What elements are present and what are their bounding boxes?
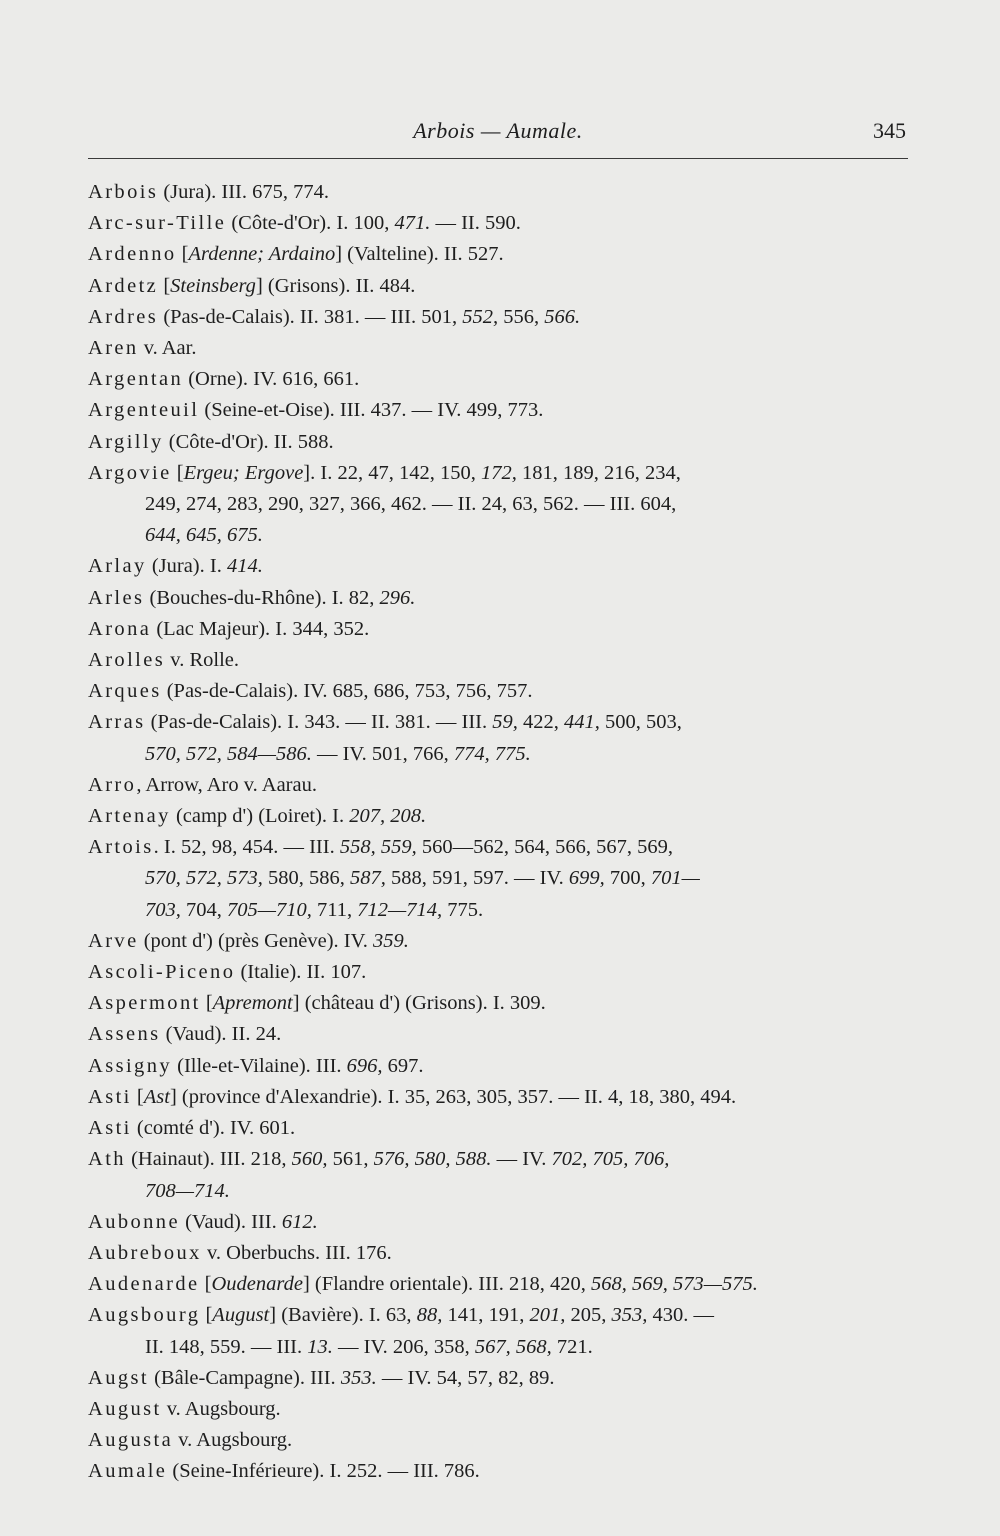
index-entry-augsbourg [88,1300,913,1362]
entry-headword: Augst [88,1366,149,1389]
entry-text: [ [176,243,189,266]
entry-headword: Argilly [88,430,164,453]
entry-text: v. Augsbourg. [161,1397,281,1420]
entry-line [88,957,913,988]
entry-italic-text: 568, 569, 573—575. [591,1273,758,1296]
entry-text: 711, [311,898,358,921]
entry-italic-text: 441, [564,711,600,734]
entry-text: (Pas-de-Calais). II. 381. — III. 501, [158,305,463,328]
entry-text: v. Rolle. [165,649,239,672]
entry-text: (Pas-de-Calais). I. 343. — II. 381. — III. [145,711,493,734]
entry-text: (pont d') (près Genève). IV. [138,929,374,952]
entry-italic-text: 701— [650,867,700,890]
entry-italic-text: 703, [145,898,181,921]
index-entry-augst [88,1363,913,1394]
entry-text: 775. [442,898,484,921]
entry-line [88,239,913,270]
entry-text: 422, [517,711,565,734]
index-entry-ath [88,1144,913,1206]
entry-headword: Assigny [88,1054,173,1077]
entry-headword: Arolles [88,649,166,672]
entry-text: — IV. 501, 766, [311,742,454,765]
entry-text: 556, [498,305,545,328]
index-entry-ascoli-piceno [88,957,913,988]
entry-italic-text: 560, [291,1148,328,1171]
entry-line [88,1082,913,1113]
entry-italic-text: 296. [379,586,416,609]
entry-italic-text: 13. [307,1335,333,1358]
entry-text: v. Aar. [138,337,197,360]
entry-text: ] (province d'Alexandrie). I. 35, 263, 305, 357. — II. 4, 18, 380, 494. [169,1085,737,1108]
entry-text: [ [200,992,213,1015]
page-header [88,118,908,159]
index-entry-argenteuil [88,395,913,426]
entry-headword: Aubonne [88,1210,180,1233]
entry-headword: Aren [88,337,139,360]
entry-line [88,614,913,645]
entry-text: — IV. 206, 358, [332,1335,475,1358]
entry-text: ] (Grisons). II. 484. [255,274,416,297]
entry-line [88,333,913,364]
index-entry-argentan [88,364,913,395]
entry-italic-text: Ardenne; Ardaino [188,243,336,266]
entry-italic-text: 570, 572, 573, [145,867,263,890]
entry-headword: Arques [88,680,162,703]
entry-line [88,208,913,239]
entry-text: [ [131,1085,144,1108]
entry-italic-text: 576, 580, 588. [373,1148,492,1171]
index-entry-ardetz [88,271,913,302]
index-entry-august [88,1394,913,1425]
index-entry-arles [88,583,913,614]
entry-text: 588, 591, 597. — IV. [385,867,569,890]
entry-text: (Pas-de-Calais). IV. 685, 686, 753, 756, 757. [161,680,533,703]
entry-headword: Ardres [88,305,159,328]
entry-headword: Audenarde [88,1273,200,1296]
index-entry-argovie [88,458,913,552]
entry-italic-text: 414. [226,555,263,578]
entry-continuation-line [88,895,913,926]
index-entry-audenarde [88,1269,913,1300]
entry-text: (Côte-d'Or). I. 100, [226,212,395,235]
index-entry-arbois [88,177,913,208]
entry-line [88,1300,913,1331]
entry-text: ] (Valteline). II. 527. [335,243,504,266]
entry-text: (comté d'). IV. 601. [131,1117,296,1140]
entry-text: 560—562, 564, 566, 567, 569, [416,836,673,859]
entry-text: 205, [565,1304,612,1327]
entry-text: (Vaud). II. 24. [160,1023,282,1046]
index-entry-aspermont [88,988,913,1019]
entry-text: (Bâle-Campagne). III. [148,1366,341,1389]
index-entry-asti-comte [88,1113,913,1144]
entry-italic-text: 207, 208. [349,805,427,828]
entry-line [88,302,913,333]
entry-text: 704, [180,898,227,921]
entry-text: (Vaud). III. [179,1210,282,1233]
index-entry-arro [88,770,913,801]
entry-headword: Ardetz [88,274,159,297]
index-entry-assigny [88,1051,913,1082]
entry-italic-text: 712—714, [357,898,443,921]
entry-headword: Arras [88,711,146,734]
entry-italic-text: 587, [350,867,386,890]
entry-line [88,926,913,957]
index-entry-arques [88,676,913,707]
entry-line [88,1363,913,1394]
entry-text: v. Oberbuchs. III. 176. [201,1241,392,1264]
entry-italic-text: August [212,1304,270,1327]
entry-italic-text: 88, [416,1304,443,1327]
index-entry-arras [88,707,913,769]
entry-line [88,707,913,738]
index-entry-artois [88,832,913,926]
entry-continuation-line [88,1176,913,1207]
entry-line [88,1019,913,1050]
entry-text: 697. [382,1054,424,1077]
index-entry-assens [88,1019,913,1050]
entry-italic-text: 612. [281,1210,318,1233]
entry-headword: Arona [88,617,152,640]
entry-line [88,583,913,614]
entry-headword: Arles [88,586,145,609]
entry-italic-text: 708—714. [145,1179,230,1202]
entry-text: 500, 503, [599,711,682,734]
entry-italic-text: Ast [143,1085,170,1108]
entry-line [88,458,913,489]
entry-line [88,645,913,676]
index-entry-asti-province [88,1082,913,1113]
entry-line [88,1425,913,1456]
entry-continuation-line [88,520,913,551]
entry-text: ] (Bavière). I. 63, [269,1304,417,1327]
entry-line [88,1456,913,1487]
entry-headword: Asti [88,1085,132,1108]
entry-line [88,676,913,707]
index-entry-argilly [88,427,913,458]
entry-text: (Bouches-du-Rhône). I. 82, [144,586,380,609]
entry-text: ]. I. 22, 47, 142, 150, [303,461,481,484]
entry-text: 561, [327,1148,374,1171]
entry-headword: Asti [88,1117,132,1140]
entry-text: II. 148, 559. — III. [145,1335,308,1358]
entry-line [88,271,913,302]
entry-italic-text: Apremont [212,992,293,1015]
entry-continuation-line [88,739,913,770]
entry-italic-text: 699, [568,867,605,890]
index-entry-arolles [88,645,913,676]
index-entries [88,177,913,1488]
entry-headword: Artois [88,836,154,859]
index-entry-augusta [88,1425,913,1456]
entry-text: 580, 586, [262,867,350,890]
entry-text: . I. 52, 98, 454. — III. [153,836,340,859]
entry-headword: Argentan [88,368,184,391]
entry-headword: Ath [88,1148,126,1171]
entry-line [88,427,913,458]
entry-text: (Jura). III. 675, 774. [158,181,330,203]
entry-headword: Ardenno [88,243,177,266]
index-entry-ardenno [88,239,913,270]
entry-text: [ [158,274,171,297]
entry-text: 141, 191, [442,1304,530,1327]
entry-text: [ [171,461,184,484]
entry-text: (Côte-d'Or). II. 588. [163,430,334,453]
entry-line [88,1394,913,1425]
entry-text: , Arrow, Aro v. Aarau. [136,773,317,796]
entry-text: (Jura). I. [146,555,227,578]
entry-headword: Aumale [88,1460,168,1483]
entry-italic-text: 696, [346,1054,383,1077]
index-entry-artenay [88,801,913,832]
entry-italic-text: 570, 572, 584—586. [145,742,312,765]
entry-italic-text: 359. [373,929,409,952]
entry-line [88,801,913,832]
entry-italic-text: 59, [492,711,518,734]
entry-line [88,832,913,863]
entry-headword: Artenay [88,805,171,828]
index-entry-aren [88,333,913,364]
entry-italic-text: 172, [480,461,517,484]
entry-text: 700, [604,867,651,890]
entry-line [88,1238,913,1269]
entry-line [88,551,913,582]
entry-italic-text: 774, 775. [453,742,531,765]
index-entry-aumale [88,1456,913,1487]
entry-italic-text: 567, 568, [474,1335,552,1358]
entry-italic-text: 558, 559, [339,836,417,859]
entry-line [88,1113,913,1144]
entry-line [88,395,913,426]
entry-headword: Aspermont [88,992,201,1015]
entry-italic-text: Ergeu; Ergove [183,461,304,484]
entry-text: v. Augsbourg. [173,1429,293,1452]
entry-text: — II. 590. [430,212,521,235]
entry-italic-text: 353, [611,1304,648,1327]
entry-text: (Ille-et-Vilaine). III. [172,1054,347,1077]
entry-text: — IV. 54, 57, 82, 89. [376,1366,555,1389]
index-entry-aubonne [88,1207,913,1238]
index-entry-arona [88,614,913,645]
entry-text: ] (Flandre orientale). III. 218, 420, [302,1273,592,1296]
entry-headword: Augusta [88,1429,174,1452]
entry-line [88,1051,913,1082]
entry-italic-text: 566. [544,305,581,328]
entry-text: ] (château d') (Grisons). I. 309. [292,992,546,1015]
entry-headword: Aubreboux [88,1241,202,1264]
entry-italic-text: Oudenarde [211,1273,303,1296]
entry-line [88,364,913,395]
entry-italic-text: Steinsberg [170,274,256,297]
entry-headword: Arc-sur-Tille [88,212,227,235]
entry-headword: August [88,1397,162,1420]
entry-headword: Ascoli-Piceno [88,961,236,984]
entry-headword: Arve [88,929,139,952]
index-entry-ardres [88,302,913,333]
running-title: Arbois — Aumale. [413,118,583,143]
index-entry-aubreboux [88,1238,913,1269]
entry-text: (Hainaut). III. 218, [125,1148,292,1171]
entry-text: 181, 189, 216, 234, [516,461,681,484]
index-entry-arc-sur-tille [88,208,913,239]
entry-line [88,1269,913,1300]
entry-line [88,1144,913,1175]
entry-headword: Argenteuil [88,399,200,422]
entry-text: 249, 274, 283, 290, 327, 366, 462. — II. 24, 63, 562. — III. 604, [145,493,677,516]
entry-headword: Argovie [88,461,172,484]
entry-text: [ [200,1304,213,1327]
index-entry-arlay [88,551,913,582]
entry-text: — IV. [491,1148,552,1171]
entry-line [88,988,913,1019]
entry-headword: Assens [88,1023,161,1046]
entry-headword: Arlay [88,555,147,578]
entry-text: 430. — [647,1304,714,1327]
entry-headword: Augsbourg [88,1304,201,1327]
entry-line [88,770,913,801]
entry-italic-text: 201, [529,1304,566,1327]
entry-headword: Arbois [88,181,159,203]
entry-italic-text: 644, 645, 675. [145,524,263,547]
entry-italic-text: 705—710, [227,898,312,921]
entry-text: (Italie). II. 107. [235,961,367,984]
entry-italic-text: 552, [462,305,499,328]
entry-line [88,177,913,208]
entry-text: (camp d') (Loiret). I. [170,805,350,828]
entry-continuation-line [88,863,913,894]
entry-line [88,1207,913,1238]
entry-continuation-line [88,489,913,520]
page-number: 345 [873,118,906,143]
entry-text: (Seine-et-Oise). III. 437. — IV. 499, 773. [199,399,544,422]
entry-text: [ [199,1273,212,1296]
entry-text: (Lac Majeur). I. 344, 352. [151,617,370,640]
entry-italic-text: 353. [340,1366,377,1389]
entry-italic-text: 471. [394,212,431,235]
entry-italic-text: 702, 705, 706, [551,1148,670,1171]
entry-headword: Arro [88,773,137,796]
index-entry-arve [88,926,913,957]
entry-continuation-line [88,1332,913,1363]
entry-text: (Orne). IV. 616, 661. [183,368,360,391]
entry-text: 721. [551,1335,593,1358]
entry-text: (Seine-Inférieure). I. 252. — III. 786. [167,1460,480,1483]
